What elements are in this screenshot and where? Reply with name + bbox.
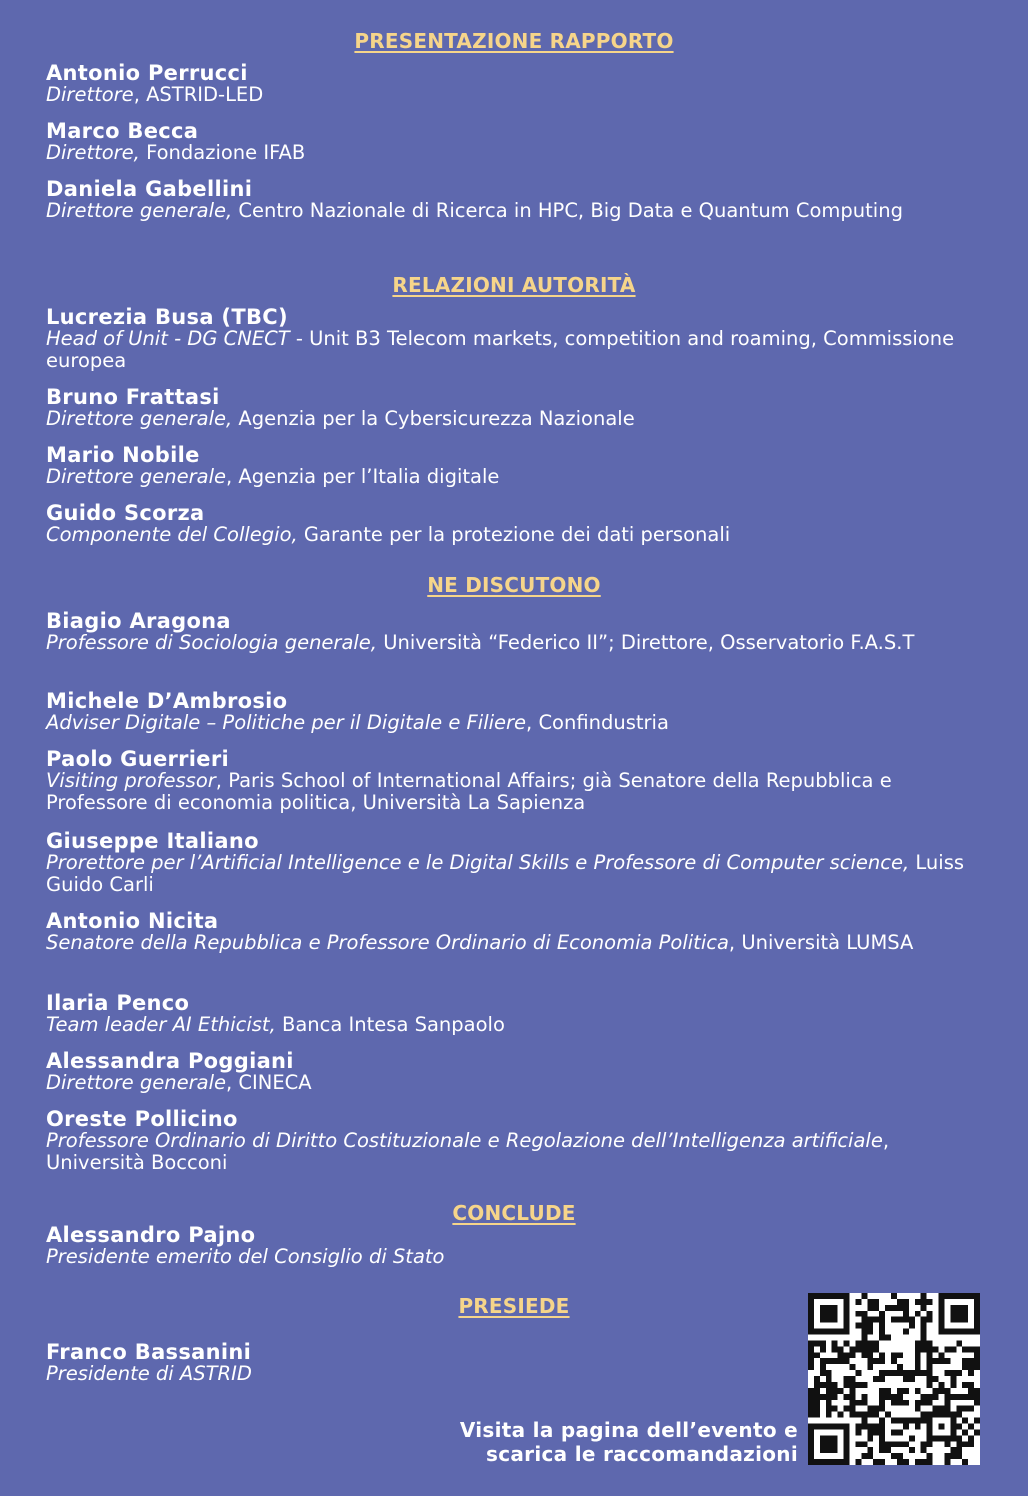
speaker-name: Mario Nobile [46,443,200,467]
section-heading: PRESIEDE [458,1294,570,1318]
speaker-entry [46,1224,982,1268]
speaker-entry [46,610,982,654]
speaker-role [46,932,982,954]
role-title: Direttore generale [46,465,226,488]
qr-code-icon[interactable] [808,1293,980,1465]
speaker-role [46,1014,982,1036]
speaker-name: Antonio Nicita [46,909,219,933]
role-title: Presidente di ASTRID [46,1362,252,1385]
speaker-name: Guido Scorza [46,501,205,525]
speaker-name: Franco Bassanini [46,1340,252,1364]
role-org: , ASTRID-LED [133,83,264,106]
speaker-name: Ilaria Penco [46,991,190,1015]
speaker-name: Biagio Aragona [46,609,231,633]
speaker-entry [46,306,982,372]
role-org: , Università LUMSA [728,931,914,954]
speaker-entry [46,748,926,814]
role-title: Professore Ordinario di Diritto Costituzionale e Regolazione dell’Intelligenza artificiale [46,1129,883,1152]
speaker-name: Lucrezia Busa (TBC) [46,305,288,329]
role-title: Direttore generale, [46,407,233,430]
speaker-role [46,524,982,546]
speaker-name: Marco Becca [46,119,199,143]
role-org: Luiss Guido Carli [46,851,965,896]
speaker-name: Paolo Guerrieri [46,747,229,771]
speaker-name: Bruno Frattasi [46,385,220,409]
speaker-role [46,770,926,814]
section-heading: PRESENTAZIONE RAPPORTO [354,29,674,53]
speaker-entry [46,178,926,222]
speaker-name: Oreste Pollicino [46,1107,238,1131]
speaker-entry [46,120,982,164]
speaker-role [46,84,982,106]
speaker-entry [46,444,982,488]
visit-event-text [460,1418,798,1466]
role-title: Adviser Digitale – Politiche per il Digitale e Filiere [46,711,527,734]
role-title: Presidente emerito del Consiglio di Stato [46,1245,445,1268]
role-title: Direttore generale [46,1071,226,1094]
role-title: Senatore della Repubblica e Professore Ordinario di Economia Politica [46,931,729,954]
speaker-entry [46,1108,982,1174]
speaker-role [46,852,982,896]
speaker-name: Alessandro Pajno [46,1223,256,1247]
speaker-role [46,1246,982,1268]
role-org: Centro Nazionale di Ricerca in HPC, Big Data e Quantum Computing [232,199,903,222]
role-org: Fondazione IFAB [139,141,306,164]
role-org: , Confindustria [526,711,669,734]
speaker-name: Giuseppe Italiano [46,829,259,853]
speaker-entry [46,992,982,1036]
speaker-name: Daniela Gabellini [46,177,253,201]
speaker-role [46,466,982,488]
role-org: , Paris School of International Affairs; già Senatore della Repubblica e Professore di economia politica, Università La Sapienza [46,769,892,814]
speaker-role [46,1130,982,1174]
role-title: Head of Unit - DG CNECT [46,327,290,350]
role-org: Banca Intesa Sanpaolo [275,1013,505,1036]
speaker-role [46,712,982,734]
speaker-entry [46,1341,746,1385]
speaker-entry [46,1050,982,1094]
speaker-role [46,1072,982,1094]
speaker-name: Antonio Perrucci [46,61,248,85]
role-org: , CINECA [226,1071,312,1094]
speaker-name: Michele D’Ambrosio [46,689,288,713]
speaker-role [46,142,982,164]
speaker-role [46,408,982,430]
speaker-name: Alessandra Poggiani [46,1049,294,1073]
speaker-entry [46,502,982,546]
role-org: Garante per la protezione dei dati personali [297,523,731,546]
speaker-role [46,200,926,222]
role-title: Professore di Sociologia generale, [46,631,378,654]
section-heading: RELAZIONI AUTORITÀ [392,273,636,297]
role-org: Università “Federico II”; Direttore, Osservatorio F.A.S.T [377,631,915,654]
visit-line-2: scarica le raccomandazioni [486,1442,798,1466]
section-heading: NE DISCUTONO [427,573,601,597]
role-title: Direttore generale, [46,199,233,222]
role-org: , Agenzia per l’Italia digitale [226,465,500,488]
role-title: Direttore [46,83,134,106]
role-org: Agenzia per la Cybersicurezza Nazionale [232,407,635,430]
speaker-role [46,328,982,372]
section-heading: CONCLUDE [452,1201,576,1225]
speaker-role [46,632,982,654]
role-title: Visiting professor [46,769,216,792]
speaker-entry [46,62,982,106]
role-title: Componente del Collegio, [46,523,298,546]
role-title: Prorettore per l’Artificial Intelligence e le Digital Skills e Professore di Computer science, [46,851,910,874]
speaker-entry [46,690,982,734]
role-title: Team leader AI Ethicist, [46,1013,276,1036]
speaker-entry [46,830,982,896]
role-title: Direttore, [46,141,140,164]
speaker-role [46,1363,746,1385]
role-org: , Università Bocconi [46,1129,890,1174]
speaker-entry [46,910,982,954]
role-org: - Unit B3 Telecom markets, competition and roaming, Commissione europea [46,327,955,372]
visit-line-1: Visita la pagina dell’evento e [459,1418,798,1442]
speaker-entry [46,386,982,430]
